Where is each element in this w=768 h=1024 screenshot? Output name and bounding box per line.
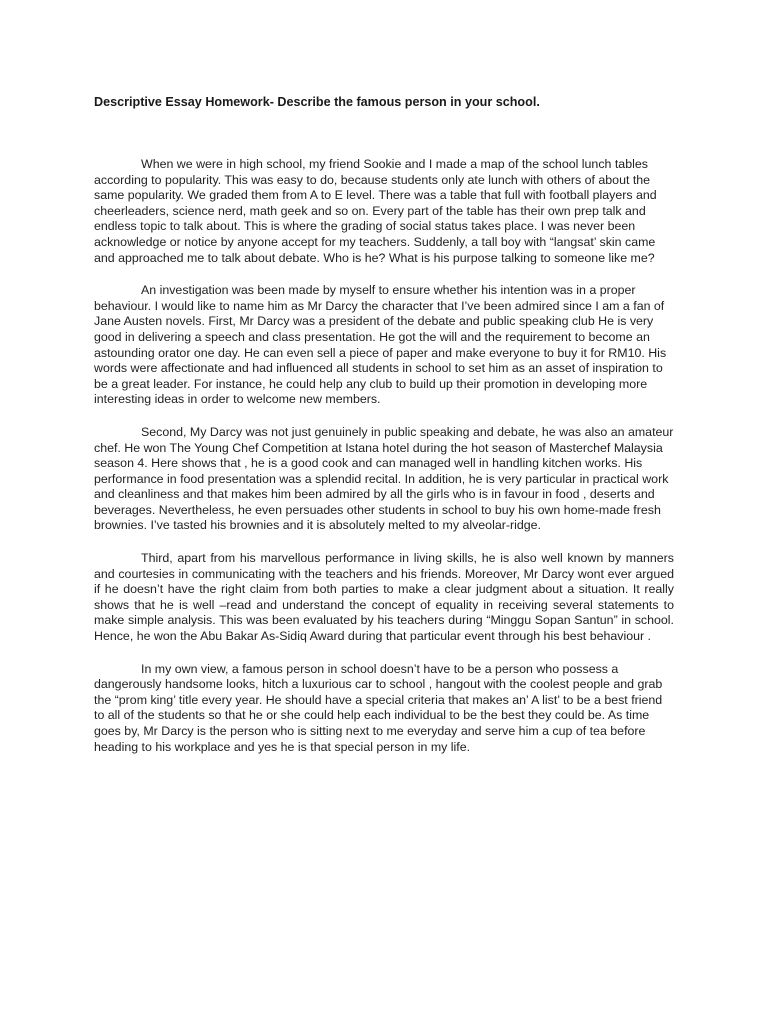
essay-paragraph-1: When we were in high school, my friend Sookie and I made a map of the school lunch tables according to popularity. This was easy to do, because students only ate lunch with others of about the same popularity. We graded them from A to E level. There was a table that full with football players and cheerleaders, science nerd, math geek and so on. Every part of the table has their own prep talk and endless topic to talk about. This is where the grading of social status takes place. I was never been acknowledge or notice by anyone accept for my teachers. Suddenly, a tall boy with “langsat’ skin came and approached me to talk about debate. Who is he? What is his purpose talking to someone like me? (94, 157, 657, 265)
document-title: Descriptive Essay Homework- Describe the famous person in your school. (94, 95, 540, 109)
essay-paragraph-2: An investigation was been made by myself to ensure whether his intention was in a proper behaviour. I would like to name him as Mr Darcy the character that I’ve been admired since I am a fan of Jane Austen novels. First, Mr Darcy was a president of the debate and public speaking club He is very good in delivering a speech and class presentation. He got the will and the requirement to become an astounding orator one day. He can even sell a piece of paper and make everyone to buy it for RM10. His words were affectionate and had influenced all students in school to set him as an asset of inspiration to be a great leader. For instance, he could help any club to build up their promotion in developing more interesting ideas in order to welcome new members. (94, 283, 667, 407)
essay-body (94, 157, 674, 772)
essay-paragraph-5: In my own view, a famous person in school doesn’t have to be a person who possess a dangerously handsome looks, hitch a luxurious car to school , hangout with the coolest people and grab the “prom king’ title every year. He should have a special criteria that makes an’ A list’ to be a best friend to all of the students so that he or she could help each individual to be the best they could be. As time goes by, Mr Darcy is the person who is sitting next to me everyday and serve him a cup of tea before heading to his workplace and yes he is that special person in my life. (94, 661, 663, 754)
essay-paragraph-3: Second, My Darcy was not just genuinely in public speaking and debate, he was also an amateur chef. He won The Young Chef Competition at Istana hotel during the hot season of Masterchef Malaysia season 4. Here shows that , he is a good cook and can managed well in handling kitchen works. His performance in food presentation was a splendid recital. In addition, he is very particular in practical work and cleanliness and that makes him been admired by all the girls who is in favour in food , deserts and beverages. Nevertheless, he even persuades other students in school to buy his own home-made fresh brownies. I’ve tasted his brownies and it is absolutely melted to my alveolar-ridge. (94, 424, 674, 533)
essay-paragraph-4: Third, apart from his marvellous performance in living skills, he is also well known by manners and courtesies in communicating with the teachers and his friends. Moreover, Mr Darcy wont ever argued if he doesn’t have the right claim from both parties to make a clear judgment about a situation. It really shows that he is well –read and understand the concept of equality in receiving several statements to make simple analysis. This was been evaluated by his teachers during “Minggu Sopan Santun” in school. Hence, he won the Abu Bakar As-Sidiq Award during that particular event through his best behaviour . (94, 551, 674, 644)
